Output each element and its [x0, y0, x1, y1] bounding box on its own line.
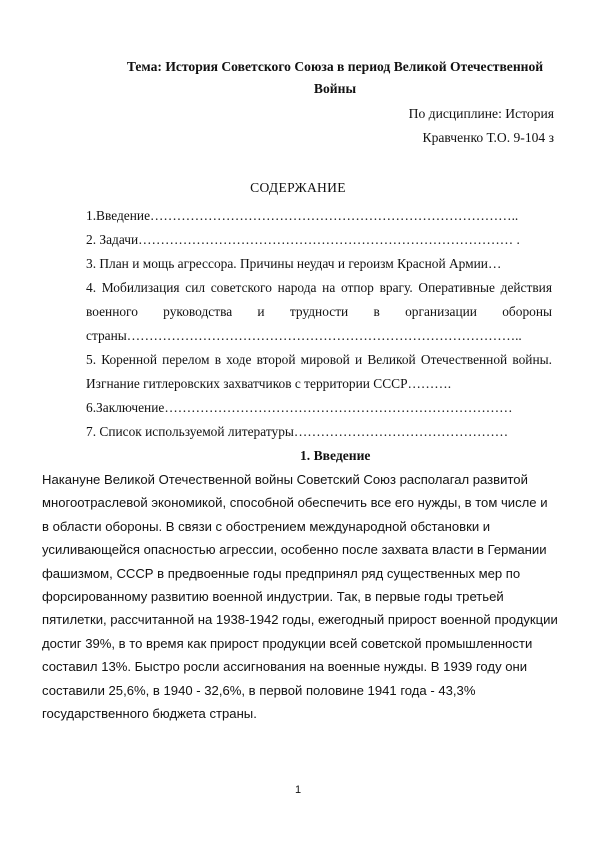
toc-item-bibliography: 7. Список используемой литературы………………………………………… — [86, 424, 509, 439]
discipline-line: По дисциплине: История — [408, 106, 554, 121]
toc-item-introduction: 1.Введение……………………………………………………………………….. — [86, 208, 519, 223]
toc-item-tasks: 2. Задачи………………………………………………………………………… . — [86, 232, 520, 247]
toc-item-conclusion: 6.Заключение…………………………………………………………………… — [86, 400, 513, 415]
table-of-contents — [86, 204, 552, 444]
toc-item-aggressor: 3. План и мощь агрессора. Причины неудач и героизм Красной Армии… — [86, 256, 502, 271]
toc-heading: СОДЕРЖАНИЕ — [250, 180, 346, 195]
section-heading-introduction: 1. Введение — [300, 448, 371, 463]
toc-item-mobilization: 4. Мобилизация сил советского народа на отпор врагу. Оперативные действия военного руководства и трудности в организации обороны страны…………………………………………………………………………….. — [86, 280, 552, 343]
introduction-paragraph: Накануне Великой Отечественной войны Советский Союз располагал развитой многоотраслевой экономикой, способной обеспечить все его нужды, в том числе и в области обороны. В связи с обострением международной обстановки и усиливающейся опасностью агрессии, особенно после захвата власти в Германии фашизмом, СССР в предвоенные годы предпринял ряд существенных мер по форсированному развитию военной индустрии. Так, в первые годы третьей пятилетки, рассчитанной на 1938-1942 годы, ежегодный прирост военной продукции достиг 39%, в то время как прирост продукции всей советской промышленности составил 13%. Быстро росли ассигнования на военные нужды. В 1939 году они составили 25,6%, в 1940 - 32,6%, в первой половине 1941 года - 43,3% государственного бюджета страны. — [42, 472, 558, 722]
page-number: 1 — [294, 784, 302, 796]
document-title: Тема: История Советского Союза в период Великой Отечественной Войны — [126, 59, 544, 96]
toc-item-turning-point: 5. Коренной перелом в ходе второй мировой и Великой Отечественной войны. Изгнание гитлеровских захватчиков с территории СССР………. — [86, 352, 552, 391]
author-line: Кравченко Т.О. 9-104 з — [422, 130, 554, 145]
